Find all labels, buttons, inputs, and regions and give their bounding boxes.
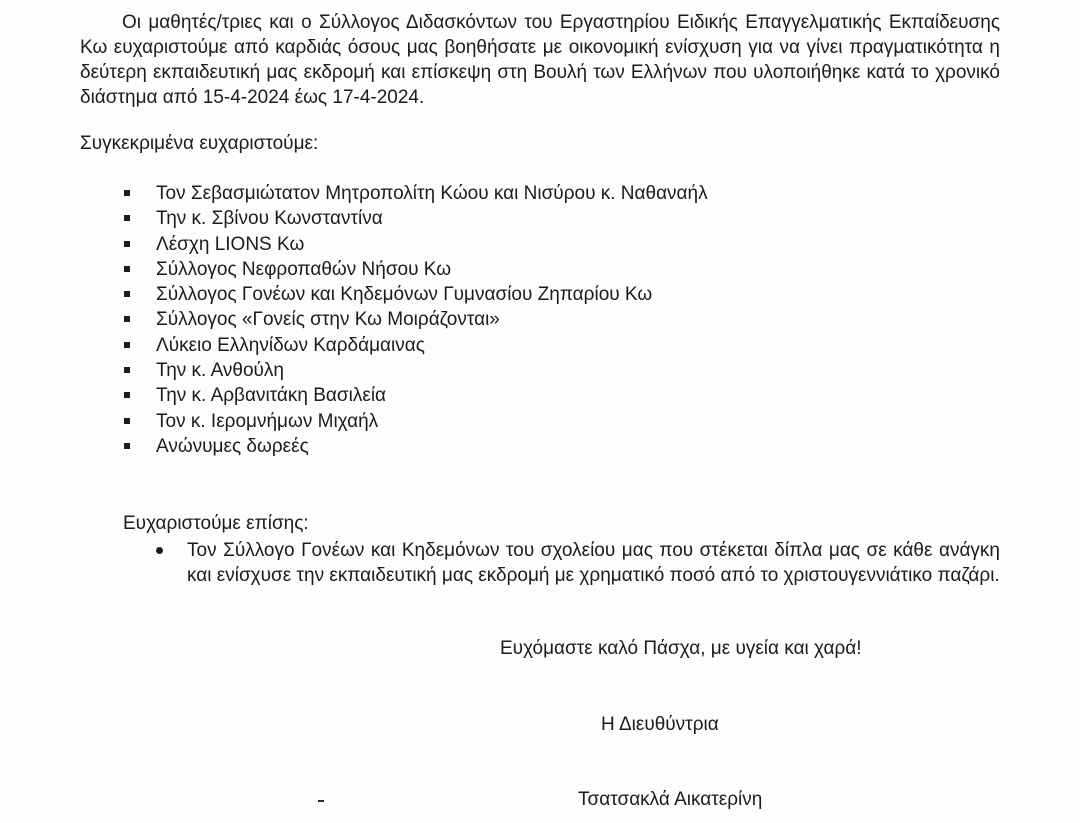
square-bullet-icon	[124, 443, 130, 449]
easter-greeting: Ευχόμαστε καλό Πάσχα, με υγεία και χαρά!	[500, 638, 862, 659]
also-thanks-text: Τον Σύλλογο Γονέων και Κηδεμόνων του σχολείου μας που στέκεται δίπλα μας σε κάθε ανάγκη και ενίσχυσε την εκπαιδευτική μας εκδρομή με χρηματικό ποσό από το χριστουγεννιάτικο παζάρι.	[187, 540, 1000, 586]
sponsor-name: Λύκειο Ελληνίδων Καρδάμαινας	[156, 334, 425, 356]
intro-paragraph	[80, 10, 1000, 110]
sponsor-name: Ανώνυμες δωρεές	[156, 435, 309, 457]
also-thanks-heading: Ευχαριστούμε επίσης:	[123, 513, 309, 534]
square-bullet-icon	[124, 316, 130, 322]
sponsor-name: Σύλλογος Γονέων και Κηδεμόνων Γυμνασίου Ζηπαρίου Κω	[156, 284, 653, 306]
sponsor-name: Την κ. Ανθούλη	[156, 360, 284, 382]
square-bullet-icon	[124, 418, 130, 424]
sponsor-name: Την κ. Αρβανιτάκη Βασιλεία	[156, 385, 387, 407]
signature-role: Η Διευθύντρια	[601, 714, 719, 735]
intro-text: Οι μαθητές/τριες και ο Σύλλογος Διδασκόντων του Εργαστηρίου Ειδικής Επαγγελματικής Εκπαίδευσης Κω ευχαριστούμε από καρδιάς όσους μας βοηθήσατε με οικονομική ενίσχυση για να γίνει πραγματικότητα η δεύτερη εκπαιδευτική μας εκδρομή και επίσκεψη στη Βουλή των Ελλήνων που υλοποιήθηκε κατά το χρονικό διάστημα από 15-4-2024 έως 17-4-2024.	[80, 12, 1000, 108]
signature-name: Τσατσακλά Αικατερίνη	[578, 789, 763, 810]
sponsor-name: Τον Σεβασμιώτατον Μητροπολίτη Κώου και Νισύρου κ. Ναθαναήλ	[156, 183, 708, 204]
stray-mark	[318, 800, 324, 802]
square-bullet-icon	[124, 342, 130, 348]
square-bullet-icon	[124, 392, 130, 398]
sponsor-name: Τον κ. Ιερομνήμων Μιχαήλ	[156, 410, 379, 432]
square-bullet-icon	[124, 266, 130, 272]
sponsor-name: Σύλλογος Νεφροπαθών Νήσου Κω	[156, 258, 452, 280]
sponsor-name: Λέσχη LIONS Κω	[156, 233, 305, 255]
square-bullet-icon	[124, 241, 130, 247]
sponsor-name: Σύλλογος «Γονείς στην Κω Μοιράζονται»	[156, 309, 500, 331]
specific-thanks-heading: Συγκεκριμένα ευχαριστούμε:	[80, 133, 319, 154]
square-bullet-icon	[124, 291, 130, 297]
square-bullet-icon	[124, 190, 130, 196]
square-bullet-icon	[124, 367, 130, 373]
square-bullet-icon	[124, 215, 130, 221]
round-bullet-icon	[156, 547, 163, 554]
sponsor-name: Την κ. Σβίνου Κωνσταντίνα	[156, 208, 383, 230]
